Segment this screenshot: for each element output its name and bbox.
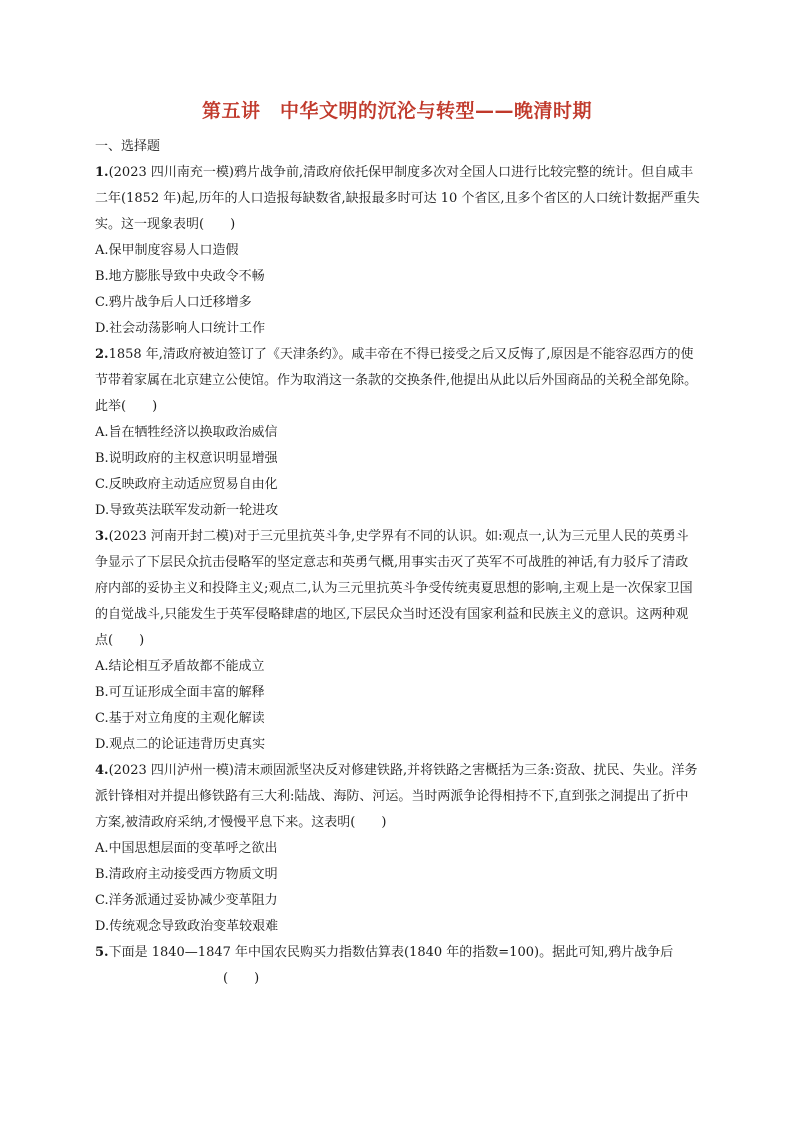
option-d: D.传统观念导致政治变革较艰难 [95, 919, 279, 934]
section-heading: 一、选择题 [95, 139, 161, 154]
option-b: B.地方膨胀导致中央政令不畅 [95, 269, 265, 284]
question-number: 5. [95, 945, 109, 960]
question-5 [95, 940, 700, 966]
question-2 [95, 342, 700, 420]
question-stem: (2023 河南开封二模)对于三元里抗英斗争,史学界有不同的认识。如:观点一,认为三元里人民的英勇斗争显示了下层民众抗击侵略军的坚定意志和英勇气概,用事实击灭了英军不可战胜的神话,有力驳斥了清政府内部的妥协主义和投降主义;观点二,认为三元里抗英斗争受传统夷夏思想的影响,主观上是一次保家卫国的自觉战斗,只能发生于英军侵略肆虐的地区,下层民众当时还没有国家利益和民族主义的意识。这两种观点( ) [95, 529, 693, 648]
option-b: B.说明政府的主权意识明显增强 [95, 451, 278, 466]
question-stem: 1858 年,清政府被迫签订了《天津条约》。咸丰帝在不得已接受之后又反悔了,原因是不能容忍西方的使节带着家属在北京建立公使馆。作为取消这一条款的交换条件,他提出从此以后外国商品的关税全部免除。此举( ) [95, 347, 698, 414]
option-b: B.清政府主动接受西方物质文明 [95, 867, 278, 882]
option-c: C.基于对立角度的主观化解读 [95, 711, 265, 726]
question-number: 4. [95, 763, 109, 778]
option-c: C.鸦片战争后人口迁移增多 [95, 295, 252, 310]
option-a: A.旨在牺牲经济以换取政治威信 [95, 425, 278, 440]
question-1 [95, 160, 700, 238]
question-number: 3. [95, 529, 109, 544]
question-stem: 下面是 1840—1847 年中国农民购买力指数估算表(1840 年的指数=100)。据此可知,鸦片战争后 [108, 945, 674, 960]
option-b: B.可互证形成全面丰富的解释 [95, 685, 265, 700]
option-a: A.结论相互矛盾故都不能成立 [95, 659, 265, 674]
question-number: 1. [95, 165, 109, 180]
option-a: A.中国思想层面的变革呼之欲出 [95, 841, 278, 856]
option-c: C.洋务派通过妥协减少变革阻力 [95, 893, 278, 908]
question-3 [95, 524, 700, 654]
question-4 [95, 758, 700, 836]
question-list [95, 160, 700, 992]
option-d: D.社会动荡影响人口统计工作 [95, 321, 266, 336]
option-d: D.观点二的论证违背历史真实 [95, 737, 266, 752]
question-stem: (2023 四川南充一模)鸦片战争前,清政府依托保甲制度多次对全国人口进行比较完整的统计。但自咸丰二年(1852 年)起,历年的人口造报每缺数省,缺报最多时可达 10 个省区,且多个省区的人口统计数据严重失实。这一现象表明( ) [95, 165, 700, 232]
question-number: 2. [95, 347, 109, 362]
option-d: D.导致英法联军发动新一轮进攻 [95, 503, 279, 518]
option-c: C.反映政府主动适应贸易自由化 [95, 477, 278, 492]
answer-paren: ( ) [223, 971, 260, 986]
question-stem: (2023 四川泸州一模)清末顽固派坚决反对修建铁路,并将铁路之害概括为三条:资敌、扰民、失业。洋务派针锋相对并提出修铁路有三大利:陆战、海防、河运。当时两派争论得相持不下,直到张之洞提出了折中方案,被清政府采纳,才慢慢平息下来。这表明( ) [95, 763, 698, 830]
option-a: A.保甲制度容易人口造假 [95, 243, 239, 258]
page-title: 第五讲 中华文明的沉沦与转型——晚清时期 [201, 100, 592, 122]
